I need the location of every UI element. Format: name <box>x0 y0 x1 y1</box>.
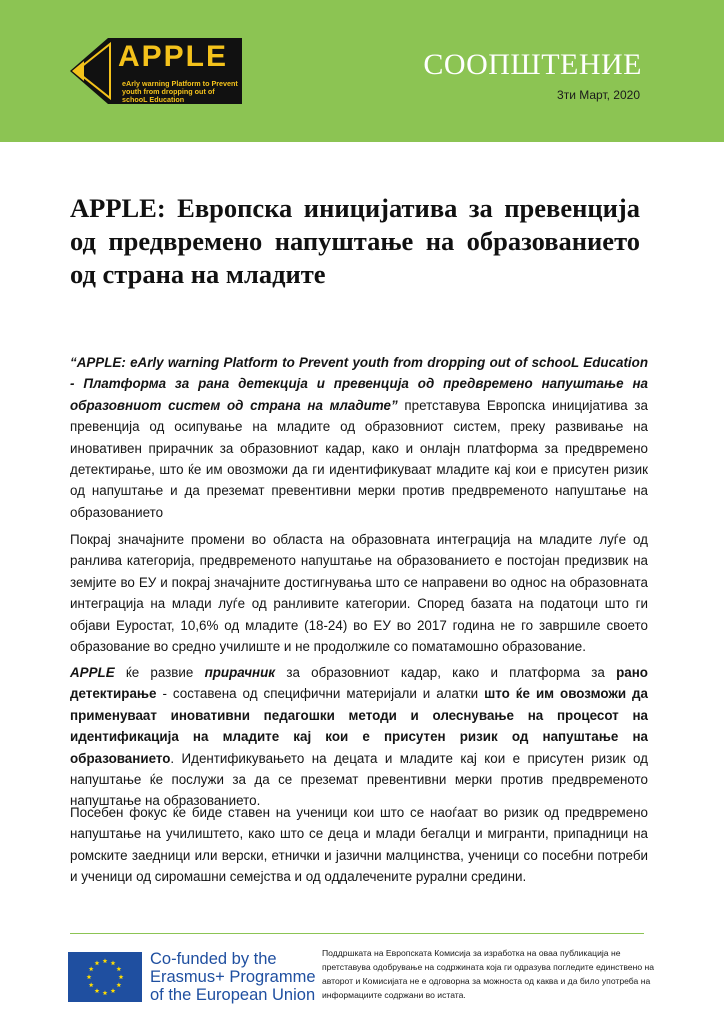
logo-subtitle: eArly warning Platform to Prevent youth from dropping out of schooL Education <box>122 79 238 104</box>
disclaimer-text: Поддршката на Европската Комисија за изработка на оваа публикација не претставува одобрување на содржината која ги одразува погледите единствено на авторот и Комисијата не е одговорна за можноста од каква и да било употреба на информациите содржани во истата. <box>322 948 655 1000</box>
header-title: СООПШТЕНИЕ <box>423 48 642 81</box>
p3-text-4: . Идентификувањето на децата и младите кај кои е присутен ризик од напуштање ќе послужи за да се преземат превентивни мерки против предвременото напуштање на образованието. <box>70 750 648 809</box>
paragraph-intro <box>70 352 648 523</box>
paragraph-context: Покрај значајните промени во областа на образовната интеграција на младите луѓе од ранлива категорија, предвременото напуштање на образованието е постојан предизвик на земјите во ЕУ и покрај значајните достигнувања што се направени во однос на образовната интеграција на млади луѓе од ранливите категории. Според базата на податоци што ги објави Еуростат, 10,6% од младите (18-24) во ЕУ во 2017 година не го завршиле своето образование во средно училиште и не продолжиле со поматамошно образование. <box>70 532 648 655</box>
cofunded-text <box>150 950 320 1004</box>
cofunded-line-1: Co-funded by the <box>150 950 277 968</box>
footer-divider <box>70 933 644 934</box>
methods-bold: што ќе им овозможи да применуваат иновативни педагошки методи и олеснување на процесот на идентификација на младите кај кои е присутен ризик од напуштање на образованието <box>70 686 649 766</box>
paragraph-focus: Посебен фокус ќе биде ставен на ученици кои што се наоѓаат во ризик од предвремено напуштање на училиштето, како што се деца и млади бегалци и мигранти, припадници на ромските заедници или верски, етнички и јазични малцинства, ученици со посебни потреби и ученици од сиромашни семејства и од оддалечените рурални средини. <box>70 805 648 885</box>
cofunded-line-3: of the European Union <box>150 986 316 1004</box>
p3-text-3: - составена од специфични материјали и алатки <box>156 686 485 702</box>
apple-bold: APPLE <box>70 665 115 680</box>
handbook-bold: прирачник <box>204 665 276 680</box>
logo-title: APPLE <box>118 40 229 73</box>
intro-bold-text: “APPLE: eArly warning Platform to Prevent youth from dropping out of schooL Education - Платформа за рана детекција и превенција од предвремено напуштање на образовниот систем од страна на младите” <box>70 355 648 413</box>
intro-rest-text: претставува Европска иницијатива за превенција од осипување на младите од образовниот систем, преку развивање на иновативен прирачник за образовниот кадар, како и онлајн платформа за предвремено детектирање, што ќе им овозможи да ги идентификуваат младите кај кои е присутен ризик од напуштање и да преземат превентивни мерки против предвременото напуштање на образованието <box>70 397 648 520</box>
early-detection-bold: рано детектирање <box>70 665 648 702</box>
cofunded-line-2: Erasmus+ Programme <box>150 968 316 986</box>
p3-text-1: ќе развие <box>114 665 205 680</box>
paragraph-apple-plan <box>70 662 648 812</box>
eu-flag-icon <box>68 952 142 1002</box>
main-heading: APPLE: Европска иницијатива за превенција од предвремено напуштање на образованието од страна на младите <box>70 193 640 289</box>
p3-text-2: за образовниот кадар, како и платформа за <box>275 665 617 680</box>
header-date: 3ти Март, 2020 <box>557 88 640 102</box>
apple-logo <box>70 36 242 106</box>
header-band <box>0 0 724 142</box>
